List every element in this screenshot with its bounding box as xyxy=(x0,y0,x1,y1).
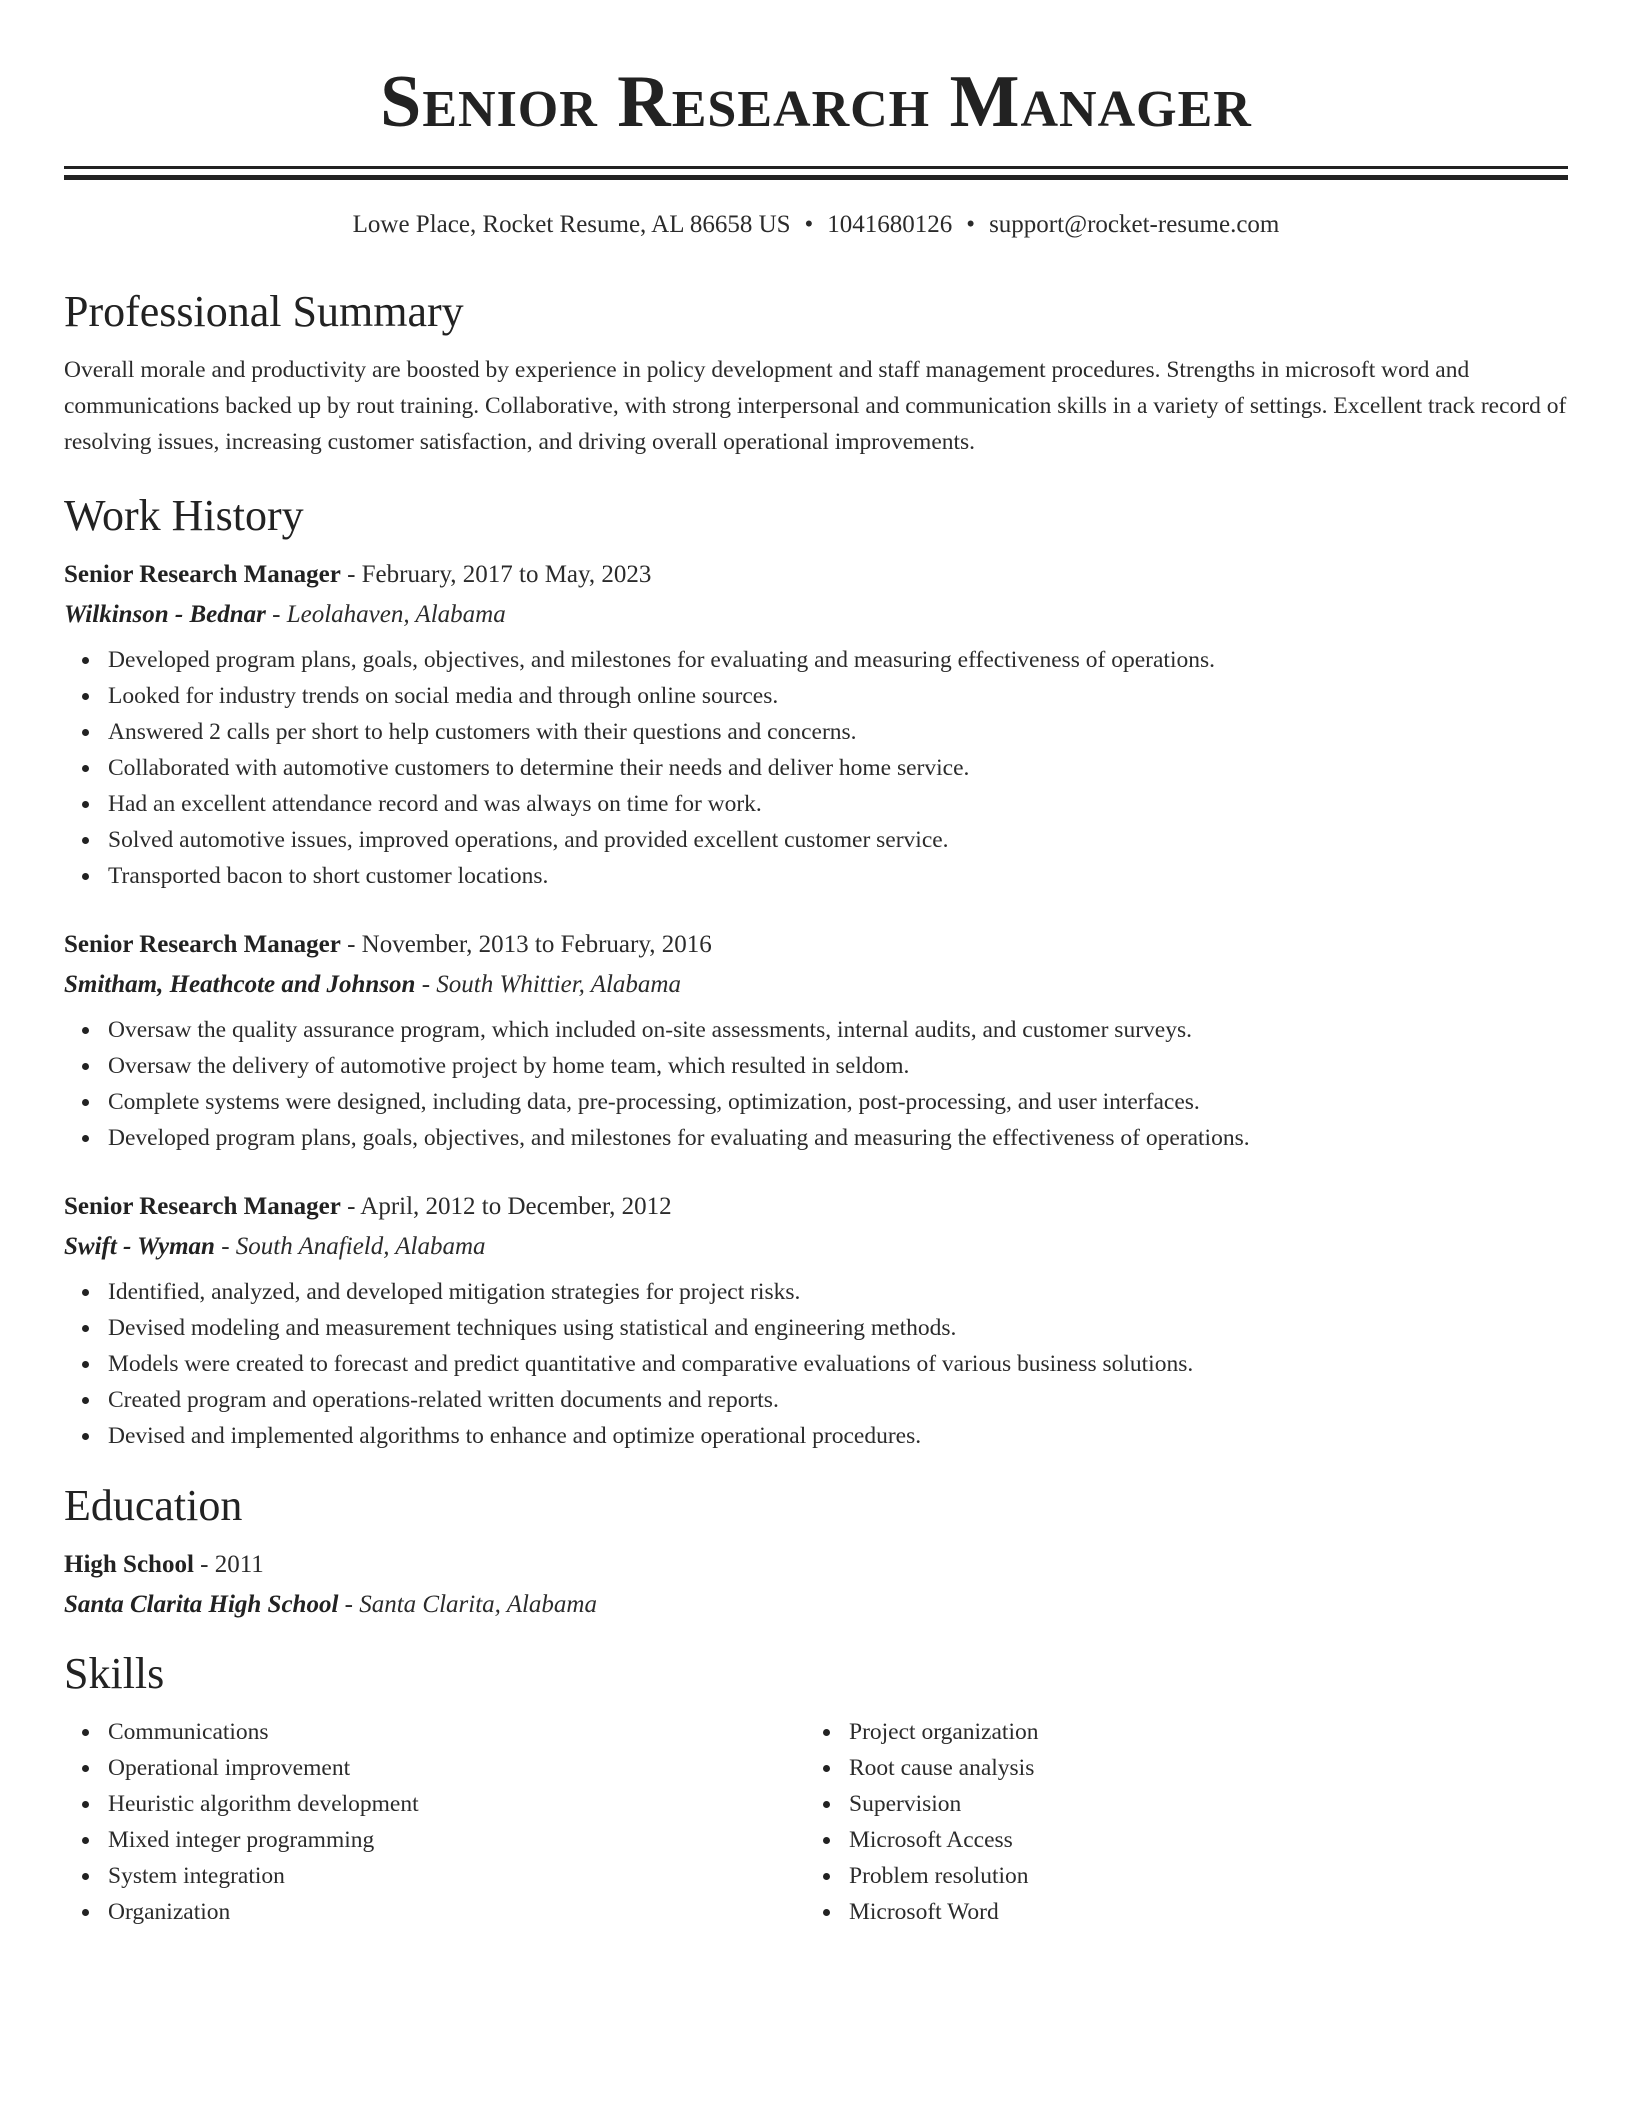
skill-item: Supervision xyxy=(849,1786,1546,1822)
list-item: Transported bacon to short customer locations. xyxy=(108,858,1568,894)
skills-column-right xyxy=(805,1714,1546,1930)
job-company-line xyxy=(64,598,1568,632)
job-dates: - February, 2017 to May, 2023 xyxy=(340,561,652,588)
skill-item: Root cause analysis xyxy=(849,1750,1546,1786)
list-item: Devised and implemented algorithms to enhance and optimize operational procedures. xyxy=(108,1418,1568,1454)
list-item: Oversaw the delivery of automotive project by home team, which resulted in seldom. xyxy=(108,1048,1568,1084)
skill-item: Organization xyxy=(108,1894,805,1930)
list-item: Identified, analyzed, and developed mitigation strategies for project risks. xyxy=(108,1274,1568,1310)
title-rule-bottom xyxy=(64,175,1568,180)
education-heading: Education xyxy=(64,1481,243,1530)
list-item: Had an excellent attendance record and was always on time for work. xyxy=(108,786,1568,822)
contact-separator: • xyxy=(966,211,976,238)
work-history-heading: Work History xyxy=(64,491,304,540)
contact-phone: 1041680126 xyxy=(827,211,953,238)
contact-separator: • xyxy=(804,211,814,238)
skills-heading: Skills xyxy=(64,1649,165,1698)
job-dates: - April, 2012 to December, 2012 xyxy=(340,1193,672,1220)
skill-item: Mixed integer programming xyxy=(108,1822,805,1858)
list-item: Developed program plans, goals, objectives, and milestones for evaluating and measuring effectiveness of operations. xyxy=(108,642,1568,678)
skill-item: Communications xyxy=(108,1714,805,1750)
job-entry xyxy=(64,1190,1568,1454)
job-entry xyxy=(64,558,1568,894)
job-bullets xyxy=(64,1274,1568,1454)
list-item: Complete systems were designed, including data, pre-processing, optimization, post-processing, and user interfaces. xyxy=(108,1084,1568,1120)
education-school: Santa Clarita High School xyxy=(64,1591,339,1618)
list-item: Solved automotive issues, improved operations, and provided excellent customer service. xyxy=(108,822,1568,858)
skill-item: Problem resolution xyxy=(849,1858,1546,1894)
skills-section xyxy=(64,1646,1568,1930)
education-degree: High School xyxy=(64,1551,194,1578)
education-year: - 2011 xyxy=(193,1551,264,1578)
job-title: Senior Research Manager xyxy=(64,1193,341,1220)
list-item: Models were created to forecast and predict quantitative and comparative evaluations of various business solutions. xyxy=(108,1346,1568,1382)
job-header xyxy=(64,1190,1568,1224)
skills-grid xyxy=(64,1714,1568,1930)
job-company-line xyxy=(64,1230,1568,1264)
skill-item: Project organization xyxy=(849,1714,1546,1750)
resume-title: Senior Research Manager xyxy=(380,61,1252,143)
education-section xyxy=(64,1478,1568,1622)
job-company-line xyxy=(64,968,1568,1002)
contact-address: Lowe Place, Rocket Resume, AL 86658 US xyxy=(352,211,791,238)
job-bullets xyxy=(64,1012,1568,1156)
education-location: - Santa Clarita, Alabama xyxy=(338,1591,597,1618)
skill-item: System integration xyxy=(108,1858,805,1894)
list-item: Answered 2 calls per short to help customers with their questions and concerns. xyxy=(108,714,1568,750)
list-item: Collaborated with automotive customers to determine their needs and deliver home service. xyxy=(108,750,1568,786)
job-location: - South Whittier, Alabama xyxy=(415,971,681,998)
list-item: Devised modeling and measurement techniques using statistical and engineering methods. xyxy=(108,1310,1568,1346)
skill-item: Microsoft Word xyxy=(849,1894,1546,1930)
job-title: Senior Research Manager xyxy=(64,561,341,588)
contact-line xyxy=(64,208,1568,242)
contact-email: support@rocket-resume.com xyxy=(989,211,1280,238)
work-history-section xyxy=(64,488,1568,1454)
job-entry xyxy=(64,928,1568,1156)
job-company: Wilkinson - Bednar xyxy=(64,601,266,628)
title-rule-top xyxy=(64,166,1568,169)
skills-column-left xyxy=(64,1714,805,1930)
job-title: Senior Research Manager xyxy=(64,931,341,958)
job-bullets xyxy=(64,642,1568,894)
education-school-line xyxy=(64,1588,1568,1622)
skills-list-left xyxy=(64,1714,805,1930)
job-location: - Leolahaven, Alabama xyxy=(265,601,506,628)
list-item: Developed program plans, goals, objectives, and milestones for evaluating and measuring the effectiveness of operations. xyxy=(108,1120,1568,1156)
summary-heading: Professional Summary xyxy=(64,287,464,336)
list-item: Looked for industry trends on social media and through online sources. xyxy=(108,678,1568,714)
skills-list-right xyxy=(805,1714,1546,1930)
education-entry xyxy=(64,1548,1568,1622)
job-header xyxy=(64,928,1568,962)
job-company: Swift - Wyman xyxy=(64,1233,215,1260)
skill-item: Microsoft Access xyxy=(849,1822,1546,1858)
skill-item: Heuristic algorithm development xyxy=(108,1786,805,1822)
list-item: Created program and operations-related written documents and reports. xyxy=(108,1382,1568,1418)
list-item: Oversaw the quality assurance program, which included on-site assessments, internal audits, and customer surveys. xyxy=(108,1012,1568,1048)
skill-item: Operational improvement xyxy=(108,1750,805,1786)
job-header xyxy=(64,558,1568,592)
job-dates: - November, 2013 to February, 2016 xyxy=(340,931,712,958)
job-location: - South Anafield, Alabama xyxy=(214,1233,486,1260)
education-header xyxy=(64,1548,1568,1582)
summary-text: Overall morale and productivity are boosted by experience in policy development and staff management procedures. Strengths in microsoft word and communications backed up by rout training. Collaborative, with strong interpersonal and communication skills in a variety of settings. Excellent track record of resolving issues, increasing customer satisfaction, and driving overall operational improvements. xyxy=(64,357,1567,455)
job-company: Smitham, Heathcote and Johnson xyxy=(64,971,416,998)
summary-section xyxy=(64,284,1568,460)
job-list xyxy=(64,558,1568,1454)
